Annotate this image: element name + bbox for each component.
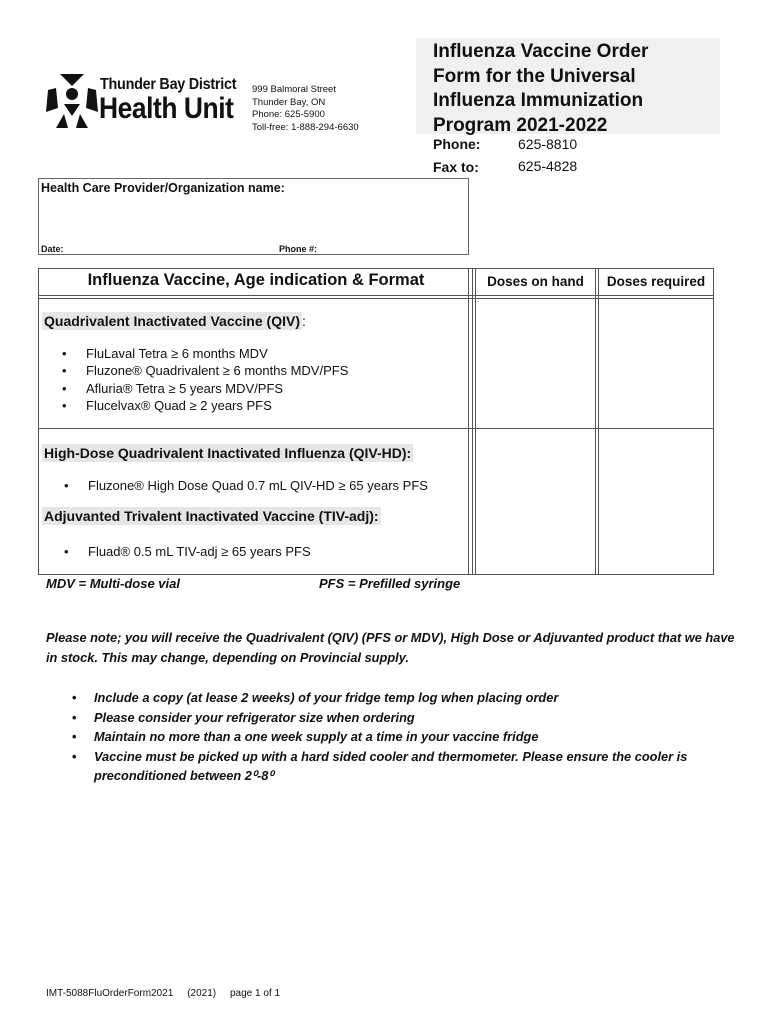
tiv-adj-section	[42, 508, 381, 526]
fax-value: 625-4828	[518, 158, 578, 174]
fax-label: Fax to:	[433, 159, 479, 175]
qiv-hd-section-title: High-Dose Quadrivalent Inactivated Influenza (QIV-HD):	[44, 445, 412, 461]
qiv-section	[42, 313, 306, 331]
qiv-hd-vaccine-list	[64, 477, 428, 494]
address-tollfree: Toll-free: 1-888-294-6630	[252, 121, 359, 133]
list-item: • Vaccine must be picked up with a hard sided cooler and thermometer. Please ensure the cooler is preconditioned between 2⁰-8⁰	[72, 747, 732, 786]
title-line: Influenza Immunization	[433, 90, 644, 111]
legend-mdv: MDV = Multi-dose vial	[46, 576, 180, 591]
hd-adj-doses-required-cell[interactable]	[599, 429, 713, 574]
provider-box-border	[468, 178, 469, 255]
list-item: • Fluad® 0.5 mL TIV-adj ≥ 65 years PFS	[64, 543, 311, 560]
org-name-top: Thunder Bay District	[100, 76, 237, 93]
address-city: Thunder Bay, ON	[252, 96, 326, 108]
provider-phone-label: Phone #:	[279, 244, 318, 254]
phone-value: 625-8810	[518, 136, 578, 152]
qiv-section-title: Quadrivalent Inactivated Vaccine (QIV)	[44, 313, 300, 329]
table-divider	[595, 268, 596, 575]
list-item: • Afluria® Tetra ≥ 5 years MDV/PFS	[62, 380, 348, 397]
list-item: • Flucelvax® Quad ≥ 2 years PFS	[62, 397, 348, 414]
page-footer	[46, 988, 280, 999]
address-block	[252, 84, 359, 134]
health-unit-logo	[42, 72, 102, 130]
title-line: Form for the Universal	[433, 65, 636, 87]
qiv-vaccine-list	[62, 345, 348, 414]
provider-name-label: Health Care Provider/Organization name:	[41, 181, 285, 195]
title-line: Program 2021-2022	[433, 114, 608, 136]
org-name-main: Health Unit	[99, 92, 234, 125]
date-label: Date:	[41, 244, 64, 254]
legend-pfs: PFS = Prefilled syringe	[319, 576, 461, 591]
address-phone: Phone: 625-5900	[252, 109, 325, 120]
list-item: • FluLaval Tetra ≥ 6 months MDV	[62, 345, 348, 362]
instructions-list	[72, 688, 732, 786]
table-header-doses-on-hand: Doses on hand	[487, 274, 584, 289]
table-divider	[468, 268, 469, 575]
form-title	[433, 40, 723, 138]
hd-adj-doses-on-hand-cell[interactable]	[476, 429, 595, 574]
list-item: • Fluzone® Quadrivalent ≥ 6 months MDV/PFS	[62, 362, 348, 379]
tiv-adj-vaccine-list	[64, 543, 311, 560]
table-divider	[472, 268, 473, 575]
list-item: • Please consider your refrigerator size when ordering	[72, 708, 732, 728]
list-item: • Fluzone® High Dose Quad 0.7 mL QIV-HD ≥ 65 years PFS	[64, 477, 428, 494]
address-street: 999 Balmoral Street	[252, 84, 336, 95]
table-header-doses-required: Doses required	[606, 274, 706, 289]
qiv-hd-section	[42, 445, 413, 463]
phone-label: Phone:	[433, 136, 481, 152]
list-item: • Maintain no more than a one week supply at a time in your vaccine fridge	[72, 727, 732, 747]
qiv-section-colon: :	[301, 313, 306, 329]
footer-year: (2021)	[187, 988, 217, 999]
footer-page: page 1 of 1	[230, 988, 281, 999]
list-item: • Include a copy (at lease 2 weeks) of your fridge temp log when placing order	[72, 688, 732, 708]
supply-note: Please note; you will receive the Quadrivalent (QIV) (PFS or MDV), High Dose or Adjuvanted product that we have in stock. This may change, depending on Provincial supply.	[46, 630, 735, 665]
tiv-adj-section-title: Adjuvanted Trivalent Inactivated Vaccine (TIV-adj):	[44, 508, 379, 524]
qiv-doses-on-hand-cell[interactable]	[476, 299, 595, 428]
footer-form-id: IMT-5088FluOrderForm2021	[46, 988, 174, 999]
table-header-border	[38, 295, 714, 296]
table-header-vaccine: Influenza Vaccine, Age indication & Format	[87, 271, 425, 289]
qiv-doses-required-cell[interactable]	[599, 299, 713, 428]
title-line: Influenza Vaccine Order	[433, 41, 649, 62]
